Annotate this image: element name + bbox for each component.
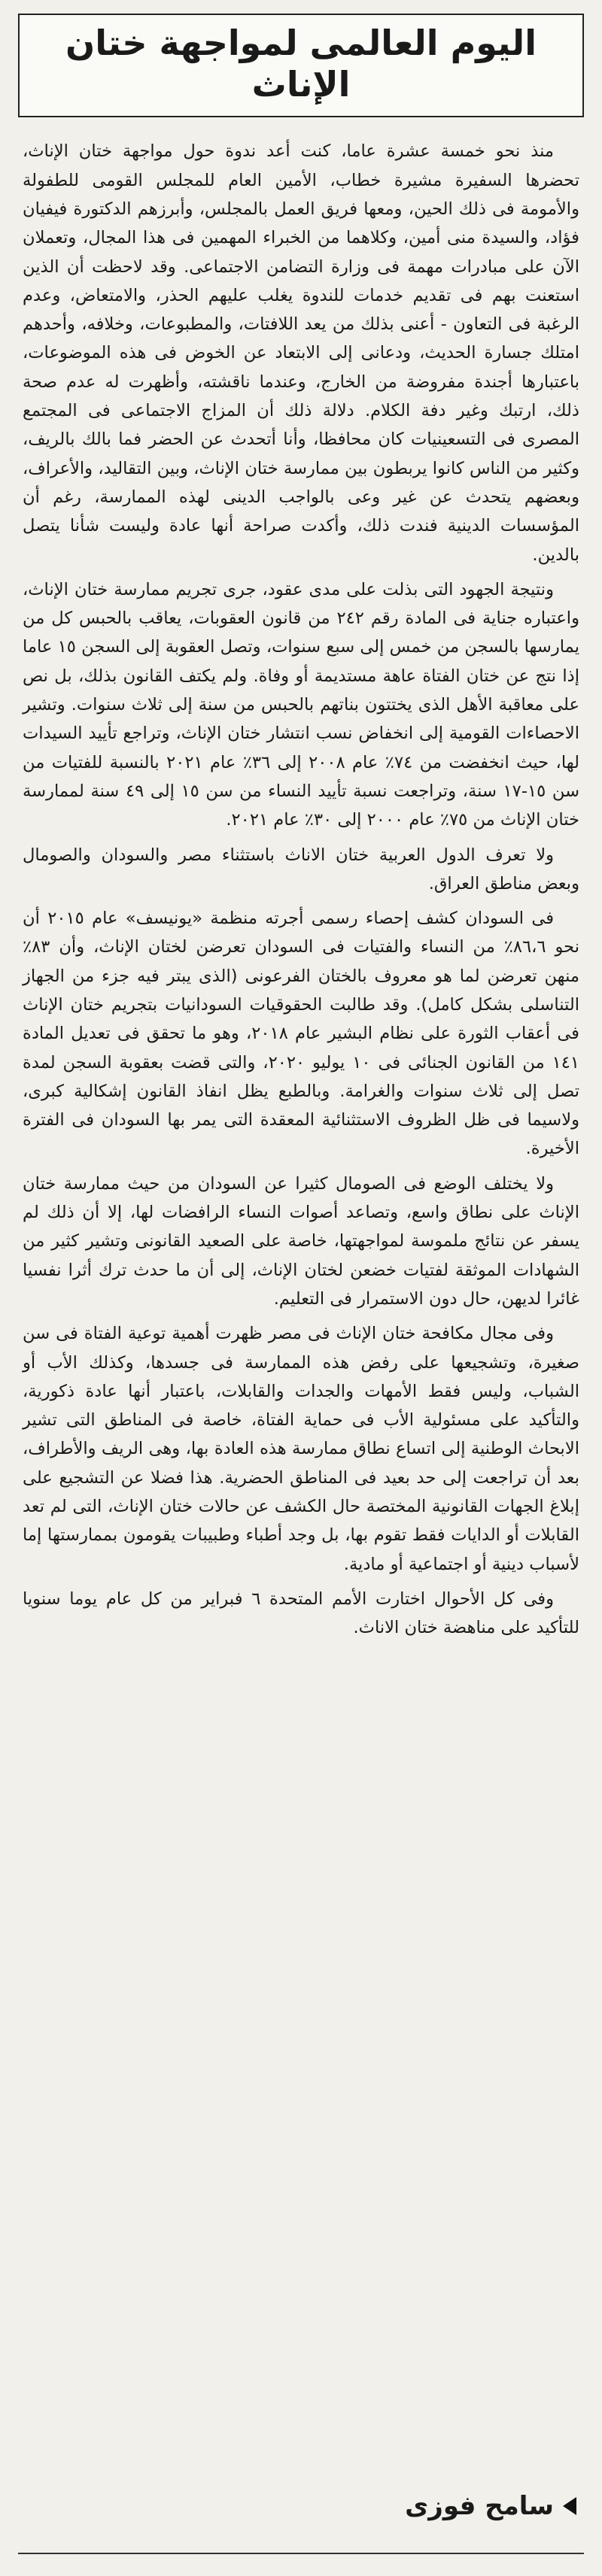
headline-box bbox=[18, 14, 584, 117]
paragraph-1: منذ نحو خمسة عشرة عاما، كنت أعد ندوة حول مواجهة ختان الإناث، تحضرها السفيرة مشيرة خطاب، الأمين العام للمجلس القومى للطفولة والأمومة فى ذلك الحين، ومعها فريق العمل بالمجلس، وأبرزهم الدكتورة فيفيان فؤاد، والسيدة منى أمين، وكلاهما من الخبراء المهمين فى هذا المجال، وتعملان الآن على مبادرات مهمة فى وزارة التضامن الاجتماعى. وقد لاحظت أن الذين استعنت بهم فى تقديم خدمات للندوة يغلب عليهم الحذر، والامتعاض، وعدم الرغبة فى التعاون - أعنى بذلك من يعد اللافتات، والمطبوعات، وخلافه، وأحدهم امتلك جسارة الحديث، ودعانى إلى الابتعاد عن الخوض فى هذه الموضوعات، باعتبارها أجندة مفروضة من الخارج، وعندما ناقشته، وأظهرت له عدم صحة ذلك، ارتبك وغير دفة الكلام. دلالة ذلك أن المزاج الاجتماعى فى المجتمع المصرى فى التسعينيات كان محافظا، وأنا أتحدث عن الحضر فما بالك بالريف، وكثير من الناس كانوا يربطون بين ممارسة ختان الإناث، وبين التقاليد، والأعراف، وبعضهم يتحدث عن غير وعى بالواجب الدينى لهذه الممارسة، رغم أن المؤسسات الدينية فندت ذلك، وأكدت صراحة أنها عادة وليست شأنا يتصل بالدين. bbox=[23, 141, 579, 565]
byline-arrow-icon bbox=[563, 2497, 576, 2515]
paragraph-2: ونتيجة الجهود التى بذلت على مدى عقود، جرى تجريم ممارسة ختان الإناث، واعتباره جناية فى المادة رقم ٢٤٢ من قانون العقوبات، يعاقب بالحبس كل من يمارسها بالسجن من خمس إلى سبع سنوات، وتصل العقوبة إلى السجن ١٥ عاما إذا نتج عن ختان الفتاة عاهة مستديمة أو وفاة. ولم يكتف القانون بذلك، بل نص على معاقبة الأهل الذى يختتون بناتهم بالحبس من سنة إلى ثلاث سنوات. وتشير الاحصاءات القومية إلى انخفاض نسب انتشار ختان الإناث، وتراجع تأييد السيدات لها، حيث انخفضت من ٧٤٪ عام ٢٠٠٨ إلى ٣٦٪ عام ٢٠٢١ بالنسبة للفتيات من سن ١٥-١٧ سنة، وتراجعت نسبة تأييد النساء من سن ١٥ إلى ٤٩ سنة لممارسة ختان الإناث من ٧٥٪ عام ٢٠٠٠ إلى ٣٠٪ عام ٢٠٢١. bbox=[23, 579, 580, 830]
paragraph-5: ولا يختلف الوضع فى الصومال كثيرا عن السودان من حيث ممارسة ختان الإناث على نطاق واسع، وتصاعد أصوات النساء الرافضات لها، إلا أن ذلك لم يسفر عن نتائج ملموسة لمواجهتها، خاصة على الصعيد القانونى وتشير كثير من الشهادات الموثقة لفتيات خضعن لختان الإناث، إلى أن ما حدث ترك أثرا نفسيا غائرا لديهن، حال دون الاستمرار فى التعليم. bbox=[23, 1173, 579, 1309]
article-body bbox=[18, 137, 584, 1642]
paragraph-7: وفى كل الأحوال اختارت الأمم المتحدة ٦ فبراير من كل عام يوما سنويا للتأكيد على مناهضة ختان الاناث. bbox=[23, 1588, 579, 1638]
headline: اليوم العالمى لمواجهة ختان الإناث bbox=[65, 23, 537, 105]
paragraph-4: فى السودان كشف إحصاء رسمى أجرته منظمة «يونيسف» عام ٢٠١٥ أن نحو ٨٦،٦٪ من النساء والفتيات فى السودان تعرضن لختان الإناث، وأن ٨٣٪ منهن تعرضن لما هو معروف بالختان الفرعونى (الذى يبتر فيه جزء من الجهاز التناسلى بشكل كامل). وقد طالبت الحقوقيات السودانيات بتجريم ختان الإناث فى أعقاب الثورة على نظام البشير عام ٢٠١٨، وهو ما تحقق فى تعديل المادة ١٤١ من القانون الجنائى فى ١٠ يوليو ٢٠٢٠، والتى قضت بعقوبة السجن لمدة تصل إلى ثلاث سنوات والغرامة. وبالطبع يظل انفاذ القانون إشكالية كبرى، ولاسيما فى ظل الظروف الاستثنائية المعقدة التى يمر بها السودان فى الفترة الأخيرة. bbox=[23, 909, 580, 1159]
byline bbox=[405, 2491, 576, 2521]
paragraph-3: ولا تعرف الدول العربية ختان الاناث باستثناء مصر والسودان والصومال وبعض مناطق العراق. bbox=[23, 845, 579, 894]
paragraph-6: وفى مجال مكافحة ختان الإناث فى مصر ظهرت أهمية توعية الفتاة فى سن صغيرة، وتشجيعها على رفض هذه الممارسة فى جسدها، وكذلك الأب أو الشباب، وليس فقط الأمهات والجدات والقابلات، باعتبار أنها عادة ذكورية، والتأكيد على مسئولية الأب فى حماية الفتاة، خاصة فى المناطق التى تشير الابحاث الوطنية إلى اتساع نطاق ممارسة هذه العادة بها، وهى الريف والأطراف، بعد أن تراجعت إلى حد بعيد فى المناطق الحضرية. هذا فضلا عن التشجيع على إبلاغ الجهات القانونية المختصة حال الكشف عن حالات ختان الإناث، التى لم تعد القابلات أو الدايات فقط تقوم بها، بل وجد أطباء وطبيبات يقومون بممارستها إما لأسباب دينية أو اجتماعية أو مادية. bbox=[23, 1324, 579, 1574]
bottom-divider bbox=[18, 2553, 584, 2554]
author-name: سامح فوزى bbox=[405, 2491, 554, 2521]
